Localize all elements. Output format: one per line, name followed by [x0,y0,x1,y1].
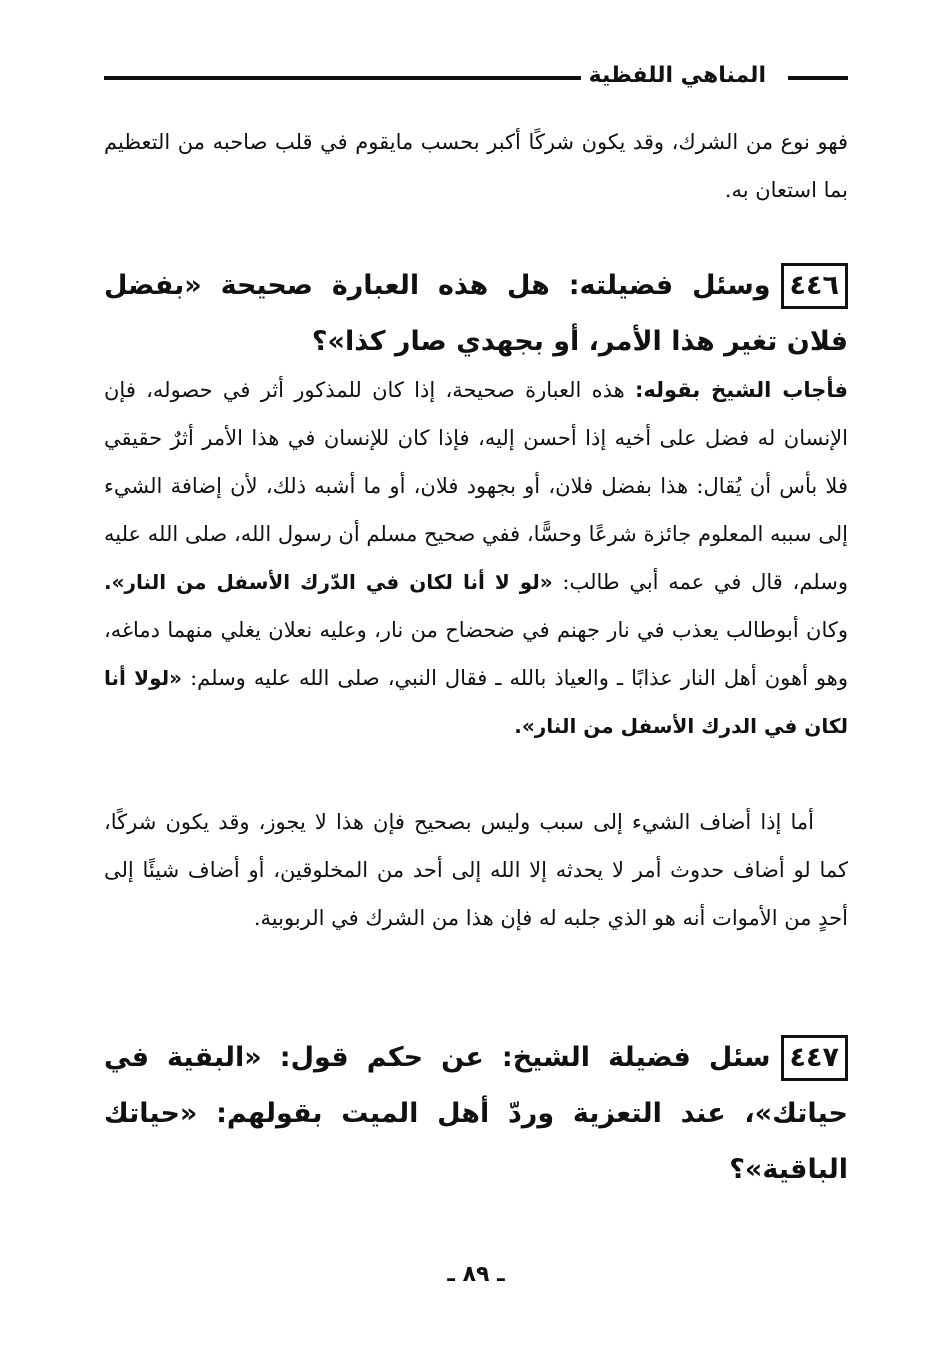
running-header [104,58,848,94]
question-number-446: ٤٤٦ [781,263,848,309]
answer-part-2: وكان أبوطالب يعذب في نار جهنم في ضحضاح من نار، وعليه نعلان يغلي منهما دماغه، وهو أهون أهل النار عذابًا ـ والعياذ بالله ـ فقال النبي، صلى الله عليه وسلم: [104,618,848,690]
header-title: المناهي اللفظية [581,58,774,94]
page-number: ـ ٨٩ ـ [447,1262,505,1287]
header-rule-long [104,76,584,80]
answer-lead: فأجاب الشيخ بقوله: [635,378,848,402]
question-447-text: سئل فضيلة الشيخ: عن حكم قول: «البقية في حياتك»، عند التعزية وردّ أهل الميت بقولهم: «حياتك الباقية»؟ [104,1042,848,1185]
answer-446 [104,366,848,750]
intro-paragraph: فهو نوع من الشرك، وقد يكون شركًا أكبر بحسب مايقوم في قلب صاحبه من التعظيم بما استعان به. [104,130,848,202]
question-446 [104,258,848,370]
header-rule-short [788,76,848,80]
question-446-text: وسئل فضيلته: هل هذه العبارة صحيحة «بفضل فلان تغير هذا الأمر، أو بجهدي صار كذا»؟ [104,270,848,357]
hadith-quote-2: «لولا أنا لكان في الدرك الأسفل من النار». [104,666,848,738]
question-number-447: ٤٤٧ [781,1035,848,1081]
answer-continuation: أما إذا أضاف الشيء إلى سبب وليس بصحيح فإن هذا لا يجوز، وقد يكون شركًا، كما لو أضاف حدوث أمر لا يحدثه إلا الله إلى أحد من المخلوقين، أو أضاف شيئًا إلى أحدٍ من الأموات أنه هو الذي جلبه له فإن هذا من الشرك في الربوبية. [104,810,848,930]
hadith-quote-1: «لو لا أنا لكان في الدّرك الأسفل من النار». [104,570,553,594]
book-page [104,0,848,1354]
question-447 [104,1030,848,1198]
answer-part-1: هذه العبارة صحيحة، إذا كان للمذكور أثر في حصوله، فإن الإنسان له فضل على أخيه إذا أحسن إليه، فإذا كان للإنسان في هذا الأمر أثرٌ حقيقي فلا بأس أن يُقال: هذا بفضل فلان، أو بجهود فلان، أو ما أشبه ذلك، لأن إضافة الشيء إلى سببه المعلوم جائزة شرعًا وحسًّا، ففي صحيح مسلم أن رسول الله، صلى الله عليه وسلم، قال في عمه أبي طالب: [104,378,848,594]
